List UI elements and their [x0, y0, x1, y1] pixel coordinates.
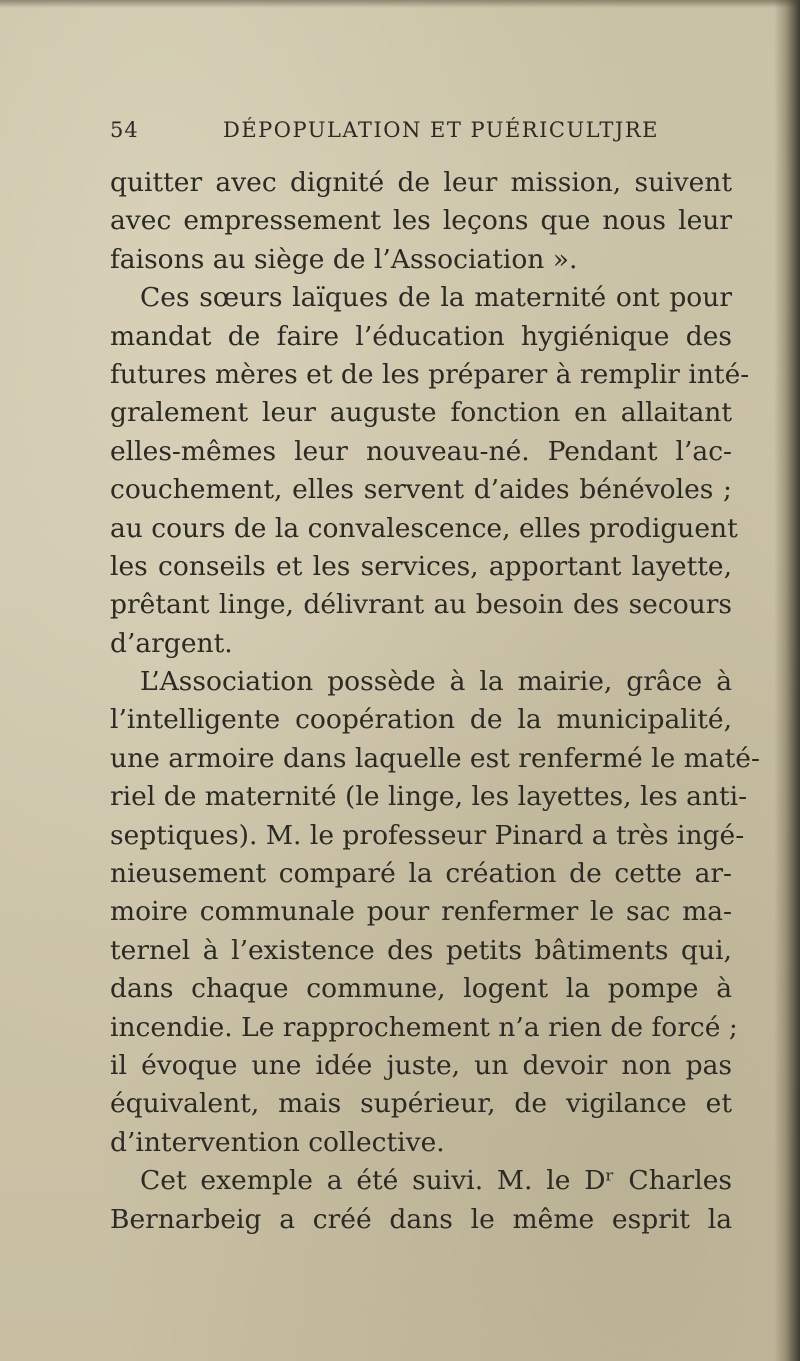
page-number: 54: [110, 118, 139, 142]
text-line: L’Association possède à la mairie, grâce à: [140, 666, 732, 698]
text-line: les conseils et les services, apportant layette,: [110, 550, 732, 582]
body-text: [110, 164, 760, 1239]
text-line: quitter avec dignité de leur mission, suivent: [110, 167, 732, 198]
text-line: une armoire dans laquelle est renfermé le maté-: [110, 742, 760, 774]
text-line: avec empressement les leçons que nous leur: [110, 205, 732, 237]
text-line: d’intervention collective.: [110, 1126, 445, 1158]
text-line: couchement, elles servent d’aides bénévoles ;: [110, 474, 732, 506]
text-line: d’argent.: [110, 627, 233, 659]
text-line: futures mères et de les préparer à remplir inté-: [110, 358, 750, 390]
text-line: Ces sœurs laïques de la maternité ont pour: [140, 282, 732, 314]
text-line: ternel à l’existence des petits bâtiments qui,: [110, 934, 732, 966]
text-line: prêtant linge, délivrant au besoin des secours: [110, 589, 732, 621]
page-binding-edge: [774, 0, 800, 1361]
running-title: DÉPOPULATION ET PUÉRICULTJRE: [223, 118, 659, 142]
text-line: riel de maternité (le linge, les layettes, les anti-: [110, 781, 748, 813]
text-line: dans chaque commune, logent la pompe à: [110, 973, 732, 1005]
text-line: l’intelligente coopération de la municipalité,: [110, 704, 732, 736]
text-line: Cet exemple a été suivi. M. le Dʳ Charles: [140, 1165, 732, 1197]
text-line: au cours de la convalescence, elles prodiguent: [110, 512, 738, 544]
text-line: Bernarbeig a créé dans le même esprit la: [110, 1203, 732, 1235]
text-line: septiques). M. le professeur Pinard a très ingé-: [110, 819, 745, 851]
text-line: gralement leur auguste fonction en allaitant: [110, 397, 732, 429]
running-header: [110, 118, 730, 152]
text-line: moire communale pour renfermer le sac ma-: [110, 896, 732, 928]
text-line: nieusement comparé la création de cette ar-: [110, 858, 732, 890]
text-line: il évoque une idée juste, un devoir non pas: [110, 1049, 732, 1081]
text-line: mandat de faire l’éducation hygiénique des: [110, 320, 732, 352]
text-line: elles-mêmes leur nouveau-né. Pendant l’ac-: [110, 435, 732, 467]
text-line: faisons au siège de l’Association ».: [110, 243, 578, 275]
text-line: incendie. Le rapprochement n’a rien de forcé ;: [110, 1011, 738, 1043]
page-top-edge: [0, 0, 800, 8]
text-line: équivalent, mais supérieur, de vigilance et: [110, 1088, 732, 1120]
